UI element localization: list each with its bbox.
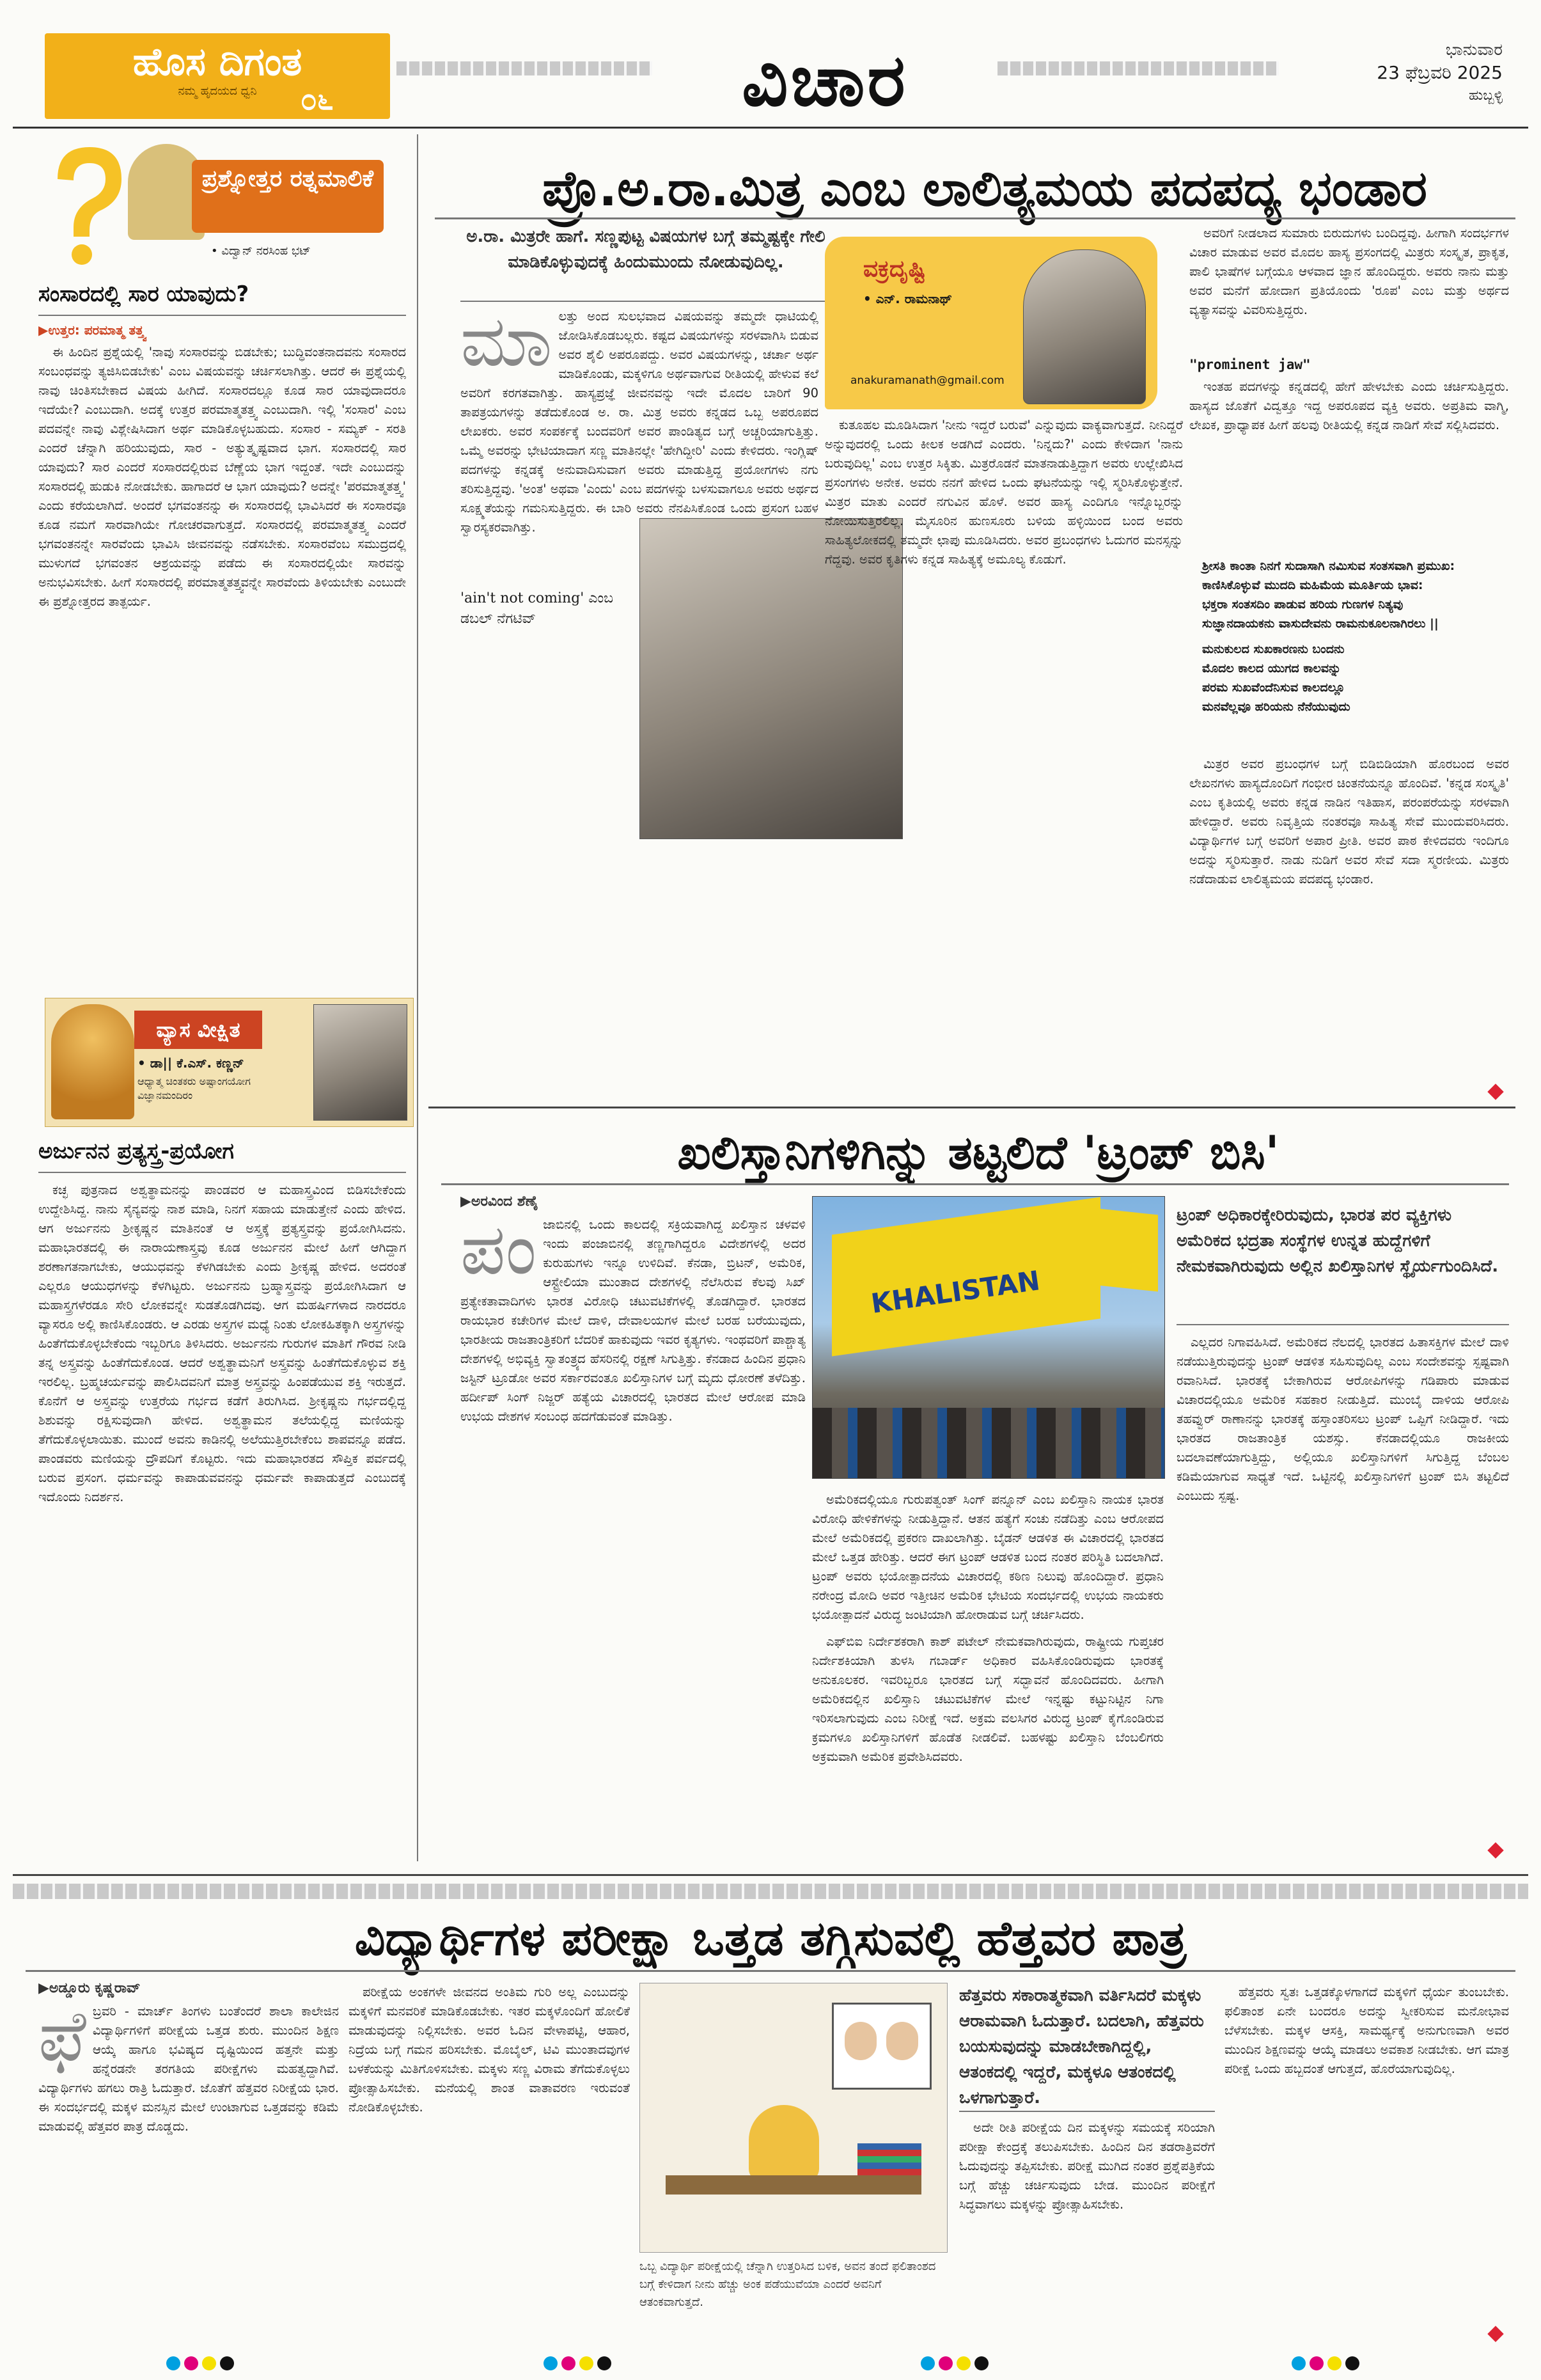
verse-line: ಮೊದಲ ಕಾಲದ ಯುಗದ ಕಾಲವನ್ನು bbox=[1202, 661, 1342, 675]
sage-illustration bbox=[51, 1004, 134, 1119]
exam-col-2 bbox=[348, 1983, 630, 2335]
black-dot-icon bbox=[1345, 2356, 1359, 2370]
column-title: ವಕ್ರದೃಷ್ಟಿ bbox=[863, 256, 926, 282]
parent-face bbox=[886, 2022, 918, 2060]
divider bbox=[38, 1172, 406, 1173]
cyan-dot-icon bbox=[544, 2356, 558, 2370]
qa-author: • ವಿದ್ವಾನ್ ನರಸಿಂಹ ಭಟ್ bbox=[211, 244, 311, 258]
black-dot-icon bbox=[974, 2356, 989, 2370]
khalistan-pull-quote: ಟ್ರಂಪ್ ಅಧಿಕಾರಕ್ಕೇರಿರುವುದು, ಭಾರತ ಪರ ವ್ಯಕ್ತಿಗಳು ಅಮೆರಿಕದ ಭದ್ರತಾ ಸಂಸ್ಥೆಗಳ ಉನ್ನತ ಹುದ್ದೆಗಳಿಗೆ ನೇಮಕವಾಗಿರುವುದು ಅಲ್ಲಿನ ಖಲಿಸ್ತಾನಿಗಳ ಸ್ಥೈರ್ಯಗುಂದಿಸಿದೆ. bbox=[1177, 1206, 1499, 1276]
exam-paragraph: ಪರೀಕ್ಷೆಯ ಅಂಕಗಳೇ ಜೀವನದ ಅಂತಿಮ ಗುರಿ ಅಲ್ಲ ಎಂಬುದನ್ನು ಮಕ್ಕಳಿಗೆ ಮನವರಿಕೆ ಮಾಡಿಕೊಡಬೇಕು. ಇತರ ಮಕ್ಕಳೊಂದಿಗೆ ಹೋಲಿಕೆ ಮಾಡುವುದನ್ನು ನಿಲ್ಲಿಸಬೇಕು. ಅವರ ಓದಿನ ವೇಳಾಪಟ್ಟಿ, ಆಹಾರ, ನಿದ್ರೆಯ ಬಗ್ಗೆ ಗಮನ ಹರಿಸಬೇಕು. ಮೊಬೈಲ್, ಟಿವಿ ಮುಂತಾದವುಗಳ ಬಳಕೆಯನ್ನು ಮಿತಿಗೊಳಿಸಬೇಕು. ಮಕ್ಕಳು ಸಣ್ಣ ವಿರಾಮ ತೆಗೆದುಕೊಳ್ಳಲು ಪ್ರೋತ್ಸಾಹಿಸಬೇಕು. ಮನೆಯಲ್ಲಿ ಶಾಂತ ವಾತಾವರಣ ಇರುವಂತೆ ನೋಡಿಕೊಳ್ಳಬೇಕು. bbox=[348, 1985, 630, 2115]
verse-line: ಕಾಣಿಸಿಕೊಳ್ಳುವೆ ಮುದದಿ ಮಹಿಮೆಯ ಮೂರ್ತಿಯ ಭಾವ: bbox=[1202, 578, 1423, 592]
desk-shape bbox=[666, 2175, 921, 2195]
exam-pull-quote: ಹೆತ್ತವರು ಸಕಾರಾತ್ಮಕವಾಗಿ ವರ್ತಿಸಿದರೆ ಮಕ್ಕಳು ಆರಾಮವಾಗಿ ಓದುತ್ತಾರೆ. ಬದಲಾಗಿ, ಹೆತ್ತವರು ಬಯಸುವುದನ್ನು ಮಾಡಬೇಕಾಗಿದ್ದಲ್ಲಿ, ಆತಂಕದಲ್ಲಿ ಇದ್ದರೆ, ಮಕ್ಕಳೂ ಆತಂಕದಲ್ಲಿ ಒಳಗಾಗುತ್ತಾರೆ. bbox=[959, 1986, 1204, 2108]
dropcap: ಮಾ bbox=[460, 307, 552, 382]
flag-shape bbox=[1056, 1204, 1158, 1292]
books-stack bbox=[857, 2143, 921, 2175]
exam-col-3 bbox=[959, 2118, 1215, 2335]
edition: ಹುಬ್ಬಳ್ಳಿ bbox=[1468, 88, 1503, 104]
question-mark-icon bbox=[38, 141, 134, 269]
yellow-dot-icon bbox=[1327, 2356, 1342, 2370]
qa-question: ಸಂಸಾರದಲ್ಲಿ ಸಾರ ಯಾವುದು? bbox=[38, 281, 249, 307]
khalistan-paragraph: ಎಫ್‌ಬಿಐ ನಿರ್ದೇಶಕರಾಗಿ ಕಾಶ್ ಪಟೇಲ್ ನೇಮಕವಾಗಿರುವುದು, ರಾಷ್ಟ್ರೀಯ ಗುಪ್ತಚರ ನಿರ್ದೇಶಕಿಯಾಗಿ ತುಳಸಿ ಗಬಾರ್ಡ್ ಅಧಿಕಾರ ವಹಿಸಿಕೊಂಡಿರುವುದು ಭಾರತಕ್ಕೆ ಅನುಕೂಲಕರ. ಇವರಿಬ್ಬರೂ ಭಾರತದ ಬಗ್ಗೆ ಸದ್ಭಾವನೆ ಹೊಂದಿದವರು. ಹೀಗಾಗಿ ಅಮೆರಿಕದಲ್ಲಿನ ಖಲಿಸ್ತಾನಿ ಚಟುವಟಿಕೆಗಳ ಮೇಲೆ ಇನ್ನಷ್ಟು ಕಟ್ಟುನಿಟ್ಟಿನ ನಿಗಾ ಇರಿಸಲಾಗುವುದು ಎಂಬ ನಿರೀಕ್ಷೆ ಇದೆ. ಅಕ್ರಮ ವಲಸಿಗರ ವಿರುದ್ಧ ಟ್ರಂಪ್ ಕೈಗೊಂಡಿರುವ ಕ್ರಮಗಳೂ ಖಲಿಸ್ತಾನಿಗಳಿಗೆ ಹೊಡೆತ ನೀಡಲಿವೆ. ಬಹಳಷ್ಟು ಖಲಿಸ್ತಾನಿ ಬೆಂಬಲಿಗರು ಅಕ್ರಮವಾಗಿ ಅಮೆರಿಕ ಪ್ರವೇಶಿಸಿದವರು. bbox=[812, 1634, 1164, 1764]
section-divider bbox=[428, 1107, 1515, 1108]
mitra-paragraph: ಮಿತ್ರರ ಅವರ ಪ್ರಬಂಧಗಳ ಬಗ್ಗೆ ಬಿಡಿಬಿಡಿಯಾಗಿ ಹೊರಬಂದ ಅವರ ಲೇಖನಗಳು ಹಾಸ್ಯದೊಂದಿಗೆ ಗಂಭೀರ ಚಿಂತನೆಯನ್ನೂ ಹೊಂದಿವೆ. 'ಕನ್ನಡ ಸಂಸ್ಕೃತಿ' ಎಂಬ ಕೃತಿಯಲ್ಲಿ ಅವರು ಕನ್ನಡ ನಾಡಿನ ಇತಿಹಾಸ, ಪರಂಪರೆಯನ್ನು ಸರಳವಾಗಿ ಹೇಳಿದ್ದಾರೆ. ಅವರು ನಿವೃತ್ತಿಯ ನಂತರವೂ ಸಾಹಿತ್ಯ ಸೇವೆ ಮುಂದುವರಿಸಿದರು. ವಿದ್ಯಾರ್ಥಿಗಳ ಬಗ್ಗೆ ಅವರಿಗೆ ಅಪಾರ ಪ್ರೀತಿ. ಅವರ ಪಾಠ ಕೇಳಿದವರು ಇಂದಿಗೂ ಅದನ್ನು ಸ್ಮರಿಸುತ್ತಾರೆ. ನಾಡು ನುಡಿಗೆ ಅವರ ಸೇವೆ ಸದಾ ಸ್ಮರಣೀಯ. ಮಿತ್ರರು ನಡೆದಾಡುವ ಲಾಲಿತ್ಯಮಯ ಪದಪದ್ಯ ಭಂಡಾರ. bbox=[1189, 757, 1509, 887]
exam-paragraph: ಬ್ರವರಿ - ಮಾರ್ಚ್ ತಿಂಗಳು ಬಂತೆಂದರೆ ಶಾಲಾ ಕಾಲೇಜಿನ ವಿದ್ಯಾರ್ಥಿಗಳಿಗೆ ಪರೀಕ್ಷೆಯ ಒತ್ತಡ ಶುರು. ಮುಂದಿನ ಶಿಕ್ಷಣ ಆಯ್ಕೆ ಹಾಗೂ ಭವಿಷ್ಯದ ದೃಷ್ಟಿಯಿಂದ ಹತ್ತನೇ ಮತ್ತು ಹನ್ನೆರಡನೇ ತರಗತಿಯ ಪರೀಕ್ಷೆಗಳು ಮಹತ್ವದ್ದಾಗಿವೆ. ವಿದ್ಯಾರ್ಥಿಗಳು ಹಗಲು ರಾತ್ರಿ ಓದುತ್ತಾರೆ. ಜೊತೆಗೆ ಹೆತ್ತವರ ನಿರೀಕ್ಷೆಯ ಭಾರ. ಈ ಸಂದರ್ಭದಲ್ಲಿ ಮಕ್ಕಳ ಮನಸ್ಸಿನ ಮೇಲೆ ಉಂಟಾಗುವ ಒತ್ತಡವನ್ನು ಕಡಿಮೆ ಮಾಡುವಲ್ಲಿ ಹೆತ್ತವರ ಪಾತ್ರ ದೊಡ್ಡದು. bbox=[38, 2004, 339, 2134]
headline-rule bbox=[441, 1183, 1509, 1185]
page-number: ೦೬ bbox=[301, 82, 334, 116]
dropcap: ಪಂ bbox=[460, 1215, 537, 1290]
black-dot-icon bbox=[220, 2356, 234, 2370]
verse-line: ಶ್ರೀಸತಿ ಕಾಂತಾ ನಿನಗೆ ಸುದಾಸಾಗಿ ನಮಿಸುವ ಸಂತಸವಾಗಿ ಪ್ರಮುಖ: bbox=[1202, 559, 1455, 573]
mitra-intro: ಅ.ರಾ. ಮಿತ್ರರೇ ಹಾಗೆ. ಸಣ್ಣಪುಟ್ಟ ವಿಷಯಗಳ ಬಗ್ಗೆ ತಮ್ಮಷ್ಟಕ್ಕೇ ಗೇಲಿ ಮಾಡಿಕೊಳ್ಳುವುದಕ್ಕೆ ಹಿಂದುಮುಂದು ನೋಡುವುದಿಲ್ಲ. bbox=[466, 227, 825, 272]
registration-mark bbox=[1292, 2356, 1368, 2372]
day: ಭಾನುವಾರ bbox=[1445, 40, 1503, 59]
yellow-dot-icon bbox=[202, 2356, 216, 2370]
flag-text: KHALISTAN bbox=[869, 1265, 1042, 1320]
khalistan-paragraph: ಜಾಬಿನಲ್ಲಿ ಒಂದು ಕಾಲದಲ್ಲಿ ಸಕ್ರಿಯವಾಗಿದ್ದ ಖಲಿಸ್ತಾನ ಚಳವಳಿ ಇಂದು ಪಂಜಾಬಿನಲ್ಲಿ ತಣ್ಣಗಾಗಿದ್ದರೂ ವಿದೇಶಗಳಲ್ಲಿ ಅದರ ಕುರುಹುಗಳು ಇನ್ನೂ ಉಳಿದಿವೆ. ಕೆನಡಾ, ಬ್ರಿಟನ್, ಅಮೆರಿಕ, ಆಸ್ಟ್ರೇಲಿಯಾ ಮುಂತಾದ ದೇಶಗಳಲ್ಲಿ ನೆಲೆಸಿರುವ ಕೆಲವು ಸಿಖ್ ಪ್ರತ್ಯೇಕತಾವಾದಿಗಳು ಭಾರತ ವಿರೋಧಿ ಚಟುವಟಿಕೆಗಳಲ್ಲಿ ತೊಡಗಿದ್ದಾರೆ. ಭಾರತದ ರಾಯಭಾರ ಕಚೇರಿಗಳ ಮೇಲೆ ದಾಳಿ, ದೇವಾಲಯಗಳ ಮೇಲೆ ಬರಹ ಬರೆಯುವುದು, ಭಾರತೀಯ ರಾಜತಾಂತ್ರಿಕರಿಗೆ ಬೆದರಿಕೆ ಹಾಕುವುದು ಇವರ ಕೃತ್ಯಗಳು. ಇಂಥವರಿಗೆ ಪಾಶ್ಚಾತ್ಯ ದೇಶಗಳಲ್ಲಿ ಅಭಿವ್ಯಕ್ತಿ ಸ್ವಾತಂತ್ರ್ಯದ ಹೆಸರಿನಲ್ಲಿ ರಕ್ಷಣೆ ಸಿಗುತ್ತಿತ್ತು. ಕೆನಡಾದ ಹಿಂದಿನ ಪ್ರಧಾನಿ ಜಸ್ಟಿನ್ ಟ್ರೂಡೋ ಅವರ ಸರ್ಕಾರವಂತೂ ಖಲಿಸ್ತಾನಿಗಳ ಬಗ್ಗೆ ಮೃದು ಧೋರಣೆ ತಳೆದಿತ್ತು. ಹರ್ದೀಪ್ ಸಿಂಗ್ ನಿಜ್ಜರ್ ಹತ್ಯೆಯ ವಿಚಾರದಲ್ಲಿ ಭಾರತದ ಮೇಲೆ ಆರೋಪ ಮಾಡಿ ಉಭಯ ದೇಶಗಳ ಸಂಬಂಧ ಹದಗೆಡುವಂತೆ ಮಾಡಿತ್ತು. bbox=[460, 1217, 806, 1424]
magenta-dot-icon bbox=[1310, 2356, 1324, 2370]
verse-line: ಮನವೆಲ್ಲವೂ ಹರಿಯನು ನೆನೆಯುವುದು bbox=[1202, 700, 1350, 714]
qa-body bbox=[38, 343, 406, 982]
section-divider bbox=[13, 1874, 1528, 1876]
dropcap: ಫೆ bbox=[38, 2002, 86, 2077]
crowd bbox=[813, 1408, 1164, 1478]
mitra-col-3b bbox=[1189, 377, 1509, 550]
divider bbox=[959, 2111, 1215, 2112]
yellow-dot-icon bbox=[957, 2356, 971, 2370]
registration-mark bbox=[166, 2356, 243, 2372]
mitra-col-2 bbox=[825, 416, 1183, 1081]
exam-col-4 bbox=[1224, 1983, 1509, 2335]
yellow-dot-icon bbox=[579, 2356, 593, 2370]
date: 23 ಫೆಬ್ರವರಿ 2025 bbox=[1377, 62, 1503, 83]
vyasa-paragraph: ಕಚ್ಛ ಪುತ್ರನಾದ ಅಶ್ವತ್ಥಾಮನನ್ನು ಪಾಂಡವರ ಆ ಮಹಾಸ್ತ್ರವಿಂದ ಬಿಡಿಸಬೇಕೆಂದು ಉದ್ದೇಶಿಸಿದ್ದ. ನಾನು ಸೈನ್ಯವನ್ನು ನಾಶ ಮಾಡಿ, ನಿನಗೆ ಸಹಾಯ ಮಾಡುತ್ತೇನೆ ಎಂದು ಹೇಳಿದ. ಆಗ ಅರ್ಜುನನು ಶ್ರೀಕೃಷ್ಣನ ಮಾತಿನಂತೆ ಆ ಅಸ್ತ್ರಕ್ಕೆ ಪ್ರತ್ಯಸ್ತ್ರವನ್ನು ಪ್ರಯೋಗಿಸಿದನು. ಮಹಾಭಾರತದಲ್ಲಿ ಈ ನಾರಾಯಣಾಸ್ತ್ರವು ಕೂಡ ಅರ್ಜುನನ ಮೇಲೆ ಹೀಗೆ ಆಗಿದ್ದಾಗ ಶರಣಾಗತನಾಗಬೇಕು, ಆಯುಧವನ್ನು ಕೆಳಗಿಡಬೇಕು ಎಂದು ಶ್ರೀಕೃಷ್ಣ ಹೇಳಿದ. ಅದರಂತೆ ಎಲ್ಲರೂ ಆಯುಧಗಳನ್ನು ಕೆಳಗಿಟ್ಟರು. ಅರ್ಜುನನು ಬ್ರಹ್ಮಾಸ್ತ್ರವನ್ನು ಪ್ರಯೋಗಿಸಿದಾಗ ಆ ಮಹಾಸ್ತ್ರಗಳೆರಡೂ ಸೇರಿ ಲೋಕವನ್ನೇ ಸುಡತೊಡಗಿದವು. ಆಗ ಮಹರ್ಷಿಗಳಾದ ನಾರದರೂ ವ್ಯಾಸರೂ ಅಲ್ಲಿ ಕಾಣಿಸಿಕೊಂಡರು. ಆ ಎರಡು ಅಸ್ತ್ರಗಳ ಮಧ್ಯೆ ನಿಂತು ಲೋಕಹಿತಕ್ಕಾಗಿ ಅಸ್ತ್ರಗಳನ್ನು ಹಿಂತೆಗೆದುಕೊಳ್ಳಬೇಕೆಂದು ಇಬ್ಬರಿಗೂ ತಿಳಿಸಿದರು. ಅರ್ಜುನನು ಗುರುಗಳ ಮಾತಿಗೆ ಗೌರವ ನೀಡಿ ತನ್ನ ಅಸ್ತ್ರವನ್ನು ಹಿಂತೆಗೆದುಕೊಂಡ. ಆದರೆ ಅಶ್ವತ್ಥಾಮನಿಗೆ ಅಸ್ತ್ರವನ್ನು ಹಿಂತೆಗೆದುಕೊಳ್ಳುವ ಶಕ್ತಿ ಇರಲಿಲ್ಲ. ಬ್ರಹ್ಮಚರ್ಯವನ್ನು ಪಾಲಿಸಿದವನಿಗೆ ಮಾತ್ರ ಅಸ್ತ್ರವನ್ನು ಹಿಂಪಡೆಯುವ ಶಕ್ತಿ ಇರುತ್ತದೆ. ಕೊನೆಗೆ ಆ ಅಸ್ತ್ರವನ್ನು ಉತ್ತರೆಯ ಗರ್ಭದ ಕಡೆಗೆ ತಿರುಗಿಸಿದ. ಶ್ರೀಕೃಷ್ಣನು ಗರ್ಭದಲ್ಲಿದ್ದ ಶಿಶುವನ್ನು ರಕ್ಷಿಸುವುದಾಗಿ ಹೇಳಿದ. ಅಶ್ವತ್ಥಾಮನ ತಲೆಯಲ್ಲಿದ್ದ ಮಣಿಯನ್ನು ತೆಗೆದುಕೊಳ್ಳಲಾಯಿತು. ಮುಂದೆ ಅವನು ಕಾಡಿನಲ್ಲಿ ಅಲೆಯುತ್ತಿರಬೇಕೆಂಬ ಶಾಪವನ್ನೂ ಪಡೆದ. ಪಾಂಡವರು ಮಣಿಯನ್ನು ದ್ರೌಪದಿಗೆ ಕೊಟ್ಟರು. ಇದು ಮಹಾಭಾರತದ ಸೌಪ್ತಿಕ ಪರ್ವದಲ್ಲಿ ಬರುವ ಪ್ರಸಂಗ. ಧರ್ಮವನ್ನು ಕಾಪಾಡುವವನನ್ನು ಧರ್ಮವೇ ಕಾಪಾಡುತ್ತದೆ ಎಂಬುದಕ್ಕೆ ಇದೊಂದು ನಿದರ್ಶನ. bbox=[38, 1183, 406, 1504]
student-figure bbox=[749, 2105, 819, 2182]
headline-khalistan: ಖಲಿಸ್ತಾನಿಗಳಿಗಿನ್ನು ತಟ್ಟಲಿದೆ 'ಟ್ರಂಪ್ ಬಿಸಿ' bbox=[677, 1126, 1279, 1179]
headline-rule bbox=[435, 217, 1515, 219]
columnist-name: • ಎನ್. ರಾಮನಾಥ್ bbox=[863, 291, 952, 306]
cyan-dot-icon bbox=[921, 2356, 935, 2370]
byline: ▶ಅರವಿಂದ ಶೆಣೈ bbox=[460, 1194, 538, 1210]
mitra-col-3c bbox=[1189, 755, 1509, 1075]
byline: ▶ಅಡ್ಡೂರು ಕೃಷ್ಣರಾವ್ bbox=[38, 1980, 141, 1996]
mitra-paragraph: ಲತ್ತು ಅಂದ ಸುಲಭವಾದ ವಿಷಯವನ್ನು ತಮ್ಮದೇ ಧಾಟಿಯಲ್ಲಿ ಜೋಡಿಸಿಕೊಡಬಲ್ಲರು. ಕಷ್ಟದ ವಿಷಯಗಳನ್ನು ಸರಳವಾಗಿಸಿ ಬಿಡುವ ಅವರ ಶೈಲಿ ಅಪರೂಪದ್ದು. ಅವರ ವಿಷಯಗಳನ್ನು, ಚರ್ಚಾ ಅರ್ಥ ಮಾಡಿಕೊಂಡು, ಮಕ್ಕಳಿಗೂ ಅರ್ಥವಾಗುವ ರೀತಿಯಲ್ಲಿ ಹೇಳುವ ಕಲೆ ಅವರಿಗೆ ಕರಗತವಾಗಿತ್ತು. ಹಾಸ್ಯಪ್ರಜ್ಞೆ ಜೀವನವನ್ನು ಇದೇ ಮೊದಲ ಬಾರಿಗೆ 90 ತಾಪತ್ರಯಗಳನ್ನು ತಡೆದುಕೊಂಡ ಅ. ರಾ. ಮಿತ್ರ ಅವರು ಕನ್ನಡದ ಒಬ್ಬ ಅಪರೂಪದ ಲೇಖಕರು. ಅವರ ಸಂಪರ್ಕಕ್ಕೆ ಬಂದವರಿಗೆ ಅವರ ಪಾಂಡಿತ್ಯದ ಬಗ್ಗೆ ಅಚ್ಚರಿಯಾಗುತ್ತಿತ್ತು. ಒಮ್ಮೆ ಅವರನ್ನು ಭೇಟಿಯಾದಾಗ ಸಣ್ಣ ಮಾತಿನಲ್ಲೇ 'ಹೇಗಿದ್ದೀರಿ' ಎಂದು ಕೇಳಿದರು. ಇಂಗ್ಲಿಷ್ ಪದಗಳನ್ನು ಕನ್ನಡಕ್ಕೆ ಅನುವಾದಿಸುವಾಗ ಅವರು ಮಾಡುತ್ತಿದ್ದ ಪ್ರಯೋಗಗಳು ನಗು ತರಿಸುತ್ತಿದ್ದವು. 'ಅಂತ' ಅಥವಾ 'ಎಂದು' ಎಂಬ ಪದಗಳನ್ನು ಬಳಸುವಾಗಲೂ ಅವರು ಅರ್ಥದ ಸೂಕ್ಷ್ಮತೆಯನ್ನು ಗಮನಿಸುತ್ತಿದ್ದರು. ಈ ಬಾರಿ ಅವರು ನೆನಪಿಸಿಕೊಂಡ ಒಂದು ಪ್ರಸಂಗ ಬಹಳ ಸ್ವಾರಸ್ಯಕರವಾಗಿತ್ತು. bbox=[460, 309, 818, 535]
mitra-paragraph: ಇಂತಹ ಪದಗಳನ್ನು ಕನ್ನಡದಲ್ಲಿ ಹೇಗೆ ಹೇಳಬೇಕು ಎಂದು ಚರ್ಚಿಸುತ್ತಿದ್ದರು. ಹಾಸ್ಯದ ಜೊತೆಗೆ ವಿದ್ವತ್ತೂ ಇದ್ದ ಅಪರೂಪದ ವ್ಯಕ್ತಿ ಅವರು. ಅಪ್ರತಿಮ ವಾಗ್ಮಿ, ಲೇಖಕ, ಪ್ರಾಧ್ಯಾಪಕ ಹೀಗೆ ಹಲವು ರೀತಿಯಲ್ಲಿ ಕನ್ನಡ ನಾಡಿಗೆ ಸೇವೆ ಸಲ್ಲಿಸಿದವರು. bbox=[1189, 379, 1509, 432]
headline-mitra: ಪ್ರೊ.ಅ.ರಾ.ಮಿತ್ರ ಎಂಬ ಲಾಲಿತ್ಯಮಯ ಪದಪದ್ಯ ಭಂಡಾರ bbox=[542, 160, 1427, 217]
vyasa-designation: ಆಧ್ಯಾತ್ಮ ಚಿಂತಕರು ಅಷ್ಟಾಂಗಯೋಗ ವಿಜ್ಞಾನಮಂದಿರಂ bbox=[137, 1075, 251, 1101]
khalistan-col-1 bbox=[460, 1215, 806, 1861]
khalistan-protest-photo bbox=[812, 1196, 1165, 1479]
section-band bbox=[13, 1884, 1528, 1899]
khalistan-paragraph: ಅಮೆರಿಕದಲ್ಲಿಯೂ ಗುರುಪತ್ವಂತ್ ಸಿಂಗ್ ಪನ್ನೂನ್ ಎಂಬ ಖಲಿಸ್ತಾನಿ ನಾಯಕ ಭಾರತ ವಿರೋಧಿ ಹೇಳಿಕೆಗಳನ್ನು ನೀಡುತ್ತಿದ್ದಾನೆ. ಆತನ ಹತ್ಯೆಗೆ ಸಂಚು ನಡೆದಿತ್ತು ಎಂಬ ಆರೋಪದ ಮೇಲೆ ಅಮೆರಿಕದಲ್ಲಿ ಪ್ರಕರಣ ದಾಖಲಾಗಿತ್ತು. ಬೈಡನ್ ಆಡಳಿತ ಈ ವಿಚಾರದಲ್ಲಿ ಭಾರತದ ಮೇಲೆ ಒತ್ತಡ ಹೇರಿತ್ತು. ಆದರೆ ಈಗ ಟ್ರಂಪ್ ಆಡಳಿತ ಬಂದ ನಂತರ ಪರಿಸ್ಥಿತಿ ಬದಲಾಗಿದೆ. ಟ್ರಂಪ್ ಅವರು ಭಯೋತ್ಪಾದನೆಯ ವಿಚಾರದಲ್ಲಿ ಕಠಿಣ ನಿಲುವು ಹೊಂದಿದ್ದಾರೆ. ಪ್ರಧಾನಿ ನರೇಂದ್ರ ಮೋದಿ ಅವರ ಇತ್ತೀಚಿನ ಅಮೆರಿಕ ಭೇಟಿಯ ಸಂದರ್ಭದಲ್ಲಿ ಉಭಯ ನಾಯಕರು ಭಯೋತ್ಪಾದನೆ ವಿರುದ್ಧ ಜಂಟಿಯಾಗಿ ಹೋರಾಡುವ ಬಗ್ಗೆ ಚರ್ಚಿಸಿದರು. bbox=[812, 1492, 1164, 1622]
verse-line: ಮನುಕುಲದ ಸುಖಕಾರಣನು ಬಂದನು bbox=[1202, 642, 1345, 656]
newspaper-logo bbox=[45, 33, 390, 119]
magenta-dot-icon bbox=[184, 2356, 198, 2370]
verse-line: ಸುಜ್ಞಾನದಾಯಕನು ವಾಸುದೇವನು ರಾಮನುಕೂಲನಾಗಿರಲು || bbox=[1202, 617, 1439, 631]
verse-line: ಭಕ್ತರಾ ಸಂತಸದಿಂ ಪಾಡುವ ಹರಿಯ ಗುಣಗಳ ನಿತ್ಯವು bbox=[1202, 597, 1404, 611]
headline-rule bbox=[26, 1970, 1515, 1972]
divider bbox=[1177, 1324, 1509, 1325]
magenta-dot-icon bbox=[939, 2356, 953, 2370]
mitra-paragraph: ಕುತೂಹಲ ಮೂಡಿಸಿದಾಗ 'ನೀನು ಇದ್ದರೆ ಬರುವೆ' ಎನ್ನುವುದು ವಾಕ್ಯವಾಗುತ್ತದೆ. ನೀನಿದ್ದರೆ ಅನ್ನುವುದರಲ್ಲಿ ಒಂದು ಕೀಲಕ ಅಡಗಿದೆ ಎಂದರು. 'ನಿನ್ನದು?' ಎಂದು ಕೇಳಿದಾಗ 'ನಾನು ಬರುವುದಿಲ್ಲ' ಎಂಬ ಉತ್ತರ ಸಿಕ್ಕಿತು. ಮಿತ್ರರೊಡನೆ ಮಾತನಾಡುತ್ತಿದ್ದಾಗ ಅವರು ಉಲ್ಲೇಖಿಸಿದ ಪ್ರಸಂಗಗಳು ಅನೇಕ. ಅವರು ನನಗೆ ಹೇಳಿದ ಒಂದು ಘಟನೆಯನ್ನು ಇಲ್ಲಿ ಸ್ಮರಿಸಿಕೊಳ್ಳುತ್ತೇನೆ. ಮಿತ್ರರ ಮಾತು ಎಂದರೆ ನಗುವಿನ ಹೊಳೆ. ಅವರ ಹಾಸ್ಯ ಎಂದಿಗೂ ಇನ್ನೊಬ್ಬರನ್ನು ನೋಯಿಸುತ್ತಿರಲಿಲ್ಲ. ಮೈಸೂರಿನ ಹುಣಸೂರು ಬಳಿಯ ಹಳ್ಳಿಯಿಂದ ಬಂದ ಅವರು ಸಾಹಿತ್ಯಲೋಕದಲ್ಲಿ ತಮ್ಮದೇ ಛಾಪು ಮೂಡಿಸಿದರು. ಅವರ ಪ್ರಬಂಧಗಳು ಓದುಗರ ಮನಸ್ಸನ್ನು ಗೆದ್ದವು. ಅವರ ಕೃತಿಗಳು ಕನ್ನಡ ಸಾಹಿತ್ಯಕ್ಕೆ ಅಮೂಲ್ಯ ಕೊಡುಗೆ. bbox=[825, 418, 1183, 567]
exam-col-1 bbox=[38, 2002, 339, 2335]
english-term: "prominent jaw" bbox=[1189, 357, 1311, 372]
qa-column-badge: ಪ್ರಶ್ನೋತ್ತರ ರತ್ನಮಾಲಿಕೆ bbox=[192, 160, 384, 233]
vyasa-author: • ಡಾ|| ಕೆ.ಎಸ್. ಕಣ್ಣನ್ bbox=[137, 1055, 244, 1071]
vyasa-title: ವ್ಯಾಸ ವೀಕ್ಷಿತ bbox=[134, 1011, 262, 1049]
illustration-caption: ಒಬ್ಬ ವಿದ್ಯಾರ್ಥಿ ಪರೀಕ್ಷೆಯಲ್ಲಿ ಚೆನ್ನಾಗಿ ಉತ್ತರಿಸಿದ ಬಳಿಕ, ಅವನ ತಂದೆ ಫಲಿತಾಂಶದ ಬಗ್ಗೆ ಕೇಳಿದಾಗ ನೀನು ಹೆಚ್ಚು ಅಂಕ ಪಡೆಯುವೆಯಾ ಎಂದರೆ ಅವನಿಗೆ ಆತಂಕವಾಗುತ್ತದೆ. bbox=[639, 2260, 936, 2309]
qa-answer-label: ▶ಉತ್ತರ: ಪರಮಾತ್ಮ ತತ್ತ್ವ bbox=[38, 322, 146, 338]
khalistan-col-2 bbox=[812, 1490, 1164, 1861]
mitra-col-3a bbox=[1189, 224, 1509, 352]
registration-mark bbox=[921, 2356, 997, 2372]
columnist-email: anakuramanath@gmail.com bbox=[850, 374, 1005, 387]
english-phrase: 'ain't not coming' ಎಂಬ ಡಬಲ್ ನೆಗಟಿವ್ bbox=[460, 590, 614, 627]
newspaper-tagline: ನಮ್ಮ ಹೃದಯದ ಧ್ವನಿ bbox=[178, 84, 257, 98]
student-illustration bbox=[639, 1983, 948, 2253]
exam-paragraph: ಅದೇ ರೀತಿ ಪರೀಕ್ಷೆಯ ದಿನ ಮಕ್ಕಳನ್ನು ಸಮಯಕ್ಕೆ ಸರಿಯಾಗಿ ಪರೀಕ್ಷಾ ಕೇಂದ್ರಕ್ಕೆ ತಲುಪಿಸಬೇಕು. ಹಿಂದಿನ ದಿನ ತಡರಾತ್ರಿವರೆಗೆ ಓದುವುದನ್ನು ತಪ್ಪಿಸಬೇಕು. ಪರೀಕ್ಷೆ ಮುಗಿದ ನಂತರ ಪ್ರಶ್ನೆಪತ್ರಿಕೆಯ ಬಗ್ಗೆ ಹೆಚ್ಚು ಚರ್ಚಿಸುವುದು ಬೇಡ. ಮುಂದಿನ ಪರೀಕ್ಷೆಗೆ ಸಿದ್ಧವಾಗಲು ಮಕ್ಕಳನ್ನು ಪ್ರೋತ್ಸಾಹಿಸಬೇಕು. bbox=[959, 2120, 1215, 2212]
mitra-paragraph: ಅವರಿಗೆ ನೀಡಲಾದ ಸುಮಾರು ಬಿರುದುಗಳು ಬಂದಿದ್ದವು. ಹೀಗಾಗಿ ಸಂದರ್ಭಗಳ ವಿಚಾರ ಮಾಡುವ ಅವರ ಮೊದಲ ಹಾಸ್ಯ ಪ್ರಸಂಗದಲ್ಲಿ ಮಿತ್ರರು ಸಂಸ್ಕೃತ, ಪ್ರಾಕೃತ, ಪಾಲಿ ಭಾಷೆಗಳ ಬಗ್ಗೆಯೂ ಆಳವಾದ ಜ್ಞಾನ ಹೊಂದಿದ್ದರು. ಅವರು ನಾನು ಮತ್ತು ಅವರ ಮನೆಗೆ ಹೋದಾಗ ಪ್ರತಿಯೊಂದು 'ರೂಪ' ಎಂಬ ಮತ್ತು ಅರ್ಥದ ವ್ಯತ್ಯಾಸವನ್ನು ವಿವರಿಸುತ್ತಿದ್ದರು. bbox=[1189, 226, 1509, 317]
exam-paragraph: ಹೆತ್ತವರು ಸ್ವತಃ ಒತ್ತಡಕ್ಕೊಳಗಾಗದೆ ಮಕ್ಕಳಿಗೆ ಧೈರ್ಯ ತುಂಬಬೇಕು. ಫಲಿತಾಂಶ ಏನೇ ಬಂದರೂ ಅದನ್ನು ಸ್ವೀಕರಿಸುವ ಮನೋಭಾವ ಬೆಳೆಸಬೇಕು. ಮಕ್ಕಳ ಆಸಕ್ತಿ, ಸಾಮರ್ಥ್ಯಕ್ಕೆ ಅನುಗುಣವಾಗಿ ಅವರ ಮುಂದಿನ ಶಿಕ್ಷಣವನ್ನು ಆಯ್ಕೆ ಮಾಡಲು ಅವಕಾಶ ನೀಡಬೇಕು. ಆಗ ಮಾತ್ರ ಪರೀಕ್ಷೆ ಒಂದು ಹಬ್ಬದಂತೆ ಆಗುತ್ತದೆ, ಹೊರೆಯಾಗುವುದಿಲ್ಲ. bbox=[1224, 1985, 1509, 2076]
cyan-dot-icon bbox=[1292, 2356, 1306, 2370]
khalistan-col-3 bbox=[1177, 1333, 1509, 1861]
black-dot-icon bbox=[597, 2356, 611, 2370]
cyan-dot-icon bbox=[166, 2356, 180, 2370]
vyasa-subtitle: ಅರ್ಜುನನ ಪ್ರತ್ಯಸ್ತ್ರ-ಪ್ರಯೋಗ bbox=[38, 1139, 234, 1164]
end-mark-icon bbox=[1487, 1084, 1503, 1099]
registration-mark bbox=[544, 2356, 620, 2372]
newspaper-name: ಹೊಸ ದಿಗಂತ bbox=[132, 40, 302, 84]
masthead-pattern-right bbox=[997, 61, 1279, 75]
author-photo bbox=[313, 1004, 407, 1121]
masthead-pattern-left bbox=[396, 61, 652, 75]
verse-block bbox=[1202, 556, 1503, 716]
headline-exam: ವಿದ್ಯಾರ್ಥಿಗಳ ಪರೀಕ್ಷಾ ಒತ್ತಡ ತಗ್ಗಿಸುವಲ್ಲಿ ಹೆತ್ತವರ ಪಾತ್ರ bbox=[354, 1911, 1187, 1966]
parent-face bbox=[845, 2022, 877, 2060]
divider bbox=[460, 301, 831, 302]
vyasa-body bbox=[38, 1181, 406, 1859]
magenta-dot-icon bbox=[561, 2356, 575, 2370]
section-title: ವಿಚಾರ bbox=[742, 38, 908, 122]
columnist-photo bbox=[1023, 249, 1146, 404]
column-divider bbox=[417, 134, 418, 1861]
dateline bbox=[1298, 38, 1503, 107]
khalistan-paragraph: ಎಲ್ಲದರ ನಿಗಾವಹಿಸಿದೆ. ಅಮೆರಿಕದ ನೆಲದಲ್ಲಿ ಭಾರತದ ಹಿತಾಸಕ್ತಿಗಳ ಮೇಲೆ ದಾಳಿ ನಡೆಯುತ್ತಿರುವುದನ್ನು ಟ್ರಂಪ್ ಆಡಳಿತ ಸಹಿಸುವುದಿಲ್ಲ ಎಂಬ ಸಂದೇಶವನ್ನು ಸ್ಪಷ್ಟವಾಗಿ ರವಾನಿಸಿದೆ. ಭಾರತಕ್ಕೆ ಬೇಕಾಗಿರುವ ಆರೋಪಿಗಳನ್ನು ಗಡಿಪಾರು ಮಾಡುವ ವಿಚಾರದಲ್ಲಿಯೂ ಅಮೆರಿಕ ಸಹಕಾರ ನೀಡುತ್ತಿದೆ. ಮುಂಬೈ ದಾಳಿಯ ಆರೋಪಿ ತಹವ್ವುರ್ ರಾಣಾನನ್ನು ಭಾರತಕ್ಕೆ ಹಸ್ತಾಂತರಿಸಲು ಟ್ರಂಪ್ ಒಪ್ಪಿಗೆ ನೀಡಿದ್ದಾರೆ. ಇದು ಭಾರತದ ರಾಜತಾಂತ್ರಿಕ ಯಶಸ್ಸು. ಕೆನಡಾದಲ್ಲಿಯೂ ರಾಜಕೀಯ ಬದಲಾವಣೆಯಾಗುತ್ತಿದ್ದು, ಅಲ್ಲಿಯೂ ಖಲಿಸ್ತಾನಿಗಳಿಗೆ ಸಿಗುತ್ತಿದ್ದ ಬೆಂಬಲ ಕಡಿಮೆಯಾಗುವ ಸಾಧ್ಯತೆ ಇದೆ. ಒಟ್ಟಿನಲ್ಲಿ ಖಲಿಸ್ತಾನಿಗಳಿಗೆ ಟ್ರಂಪ್ ಬಿಸಿ ತಟ್ಟಲಿದೆ ಎಂಬುದು ಸ್ಪಷ್ಟ. bbox=[1177, 1335, 1509, 1503]
divider bbox=[38, 315, 406, 316]
qa-paragraph: ಈ ಹಿಂದಿನ ಪ್ರಶ್ನೆಯಲ್ಲಿ 'ನಾವು ಸಂಸಾರವನ್ನು ಬಿಡಬೇಕು; ಬುದ್ಧಿವಂತನಾದವನು ಸಂಸಾರದ ಸಂಬಂಧವನ್ನು ತ್ಯಜಿಸಿಬಿಡಬೇಕು' ಎಂಬ ವಿಷಯವನ್ನು ಚರ್ಚಿಸಲಾಗಿತ್ತು. ಆದರೆ ಈ ಪ್ರಶ್ನೆಯಲ್ಲಿ ನಾವು ಚಿಂತಿಸಬೇಕಾದ ವಿಷಯ ಹೀಗಿದೆ. ಸಂಸಾರದಲ್ಲೂ ಕೂಡ ಸಾರ ಯಾವುದಾದರೂ ಇದೆಯೇ? ಎಂಬುದಾಗಿ. ಅದಕ್ಕೆ ಉತ್ತರ ಪರಮಾತ್ಮತತ್ತ್ವ ಎಂಬುದಾಗಿ. ಇಲ್ಲಿ 'ಸಂಸಾರ' ಎಂಬ ಪದವನ್ನೇ ನಾವು ವಿಶ್ಲೇಷಿಸಿದಾಗ ಅರ್ಥ ಮಾಡಿಕೊಳ್ಳಬಹುದು. ಸಂಸಾರ - ಸಮ್ಯಕ್ - ಸರತಿ ಎಂದರೆ ಚೆನ್ನಾಗಿ ಹರಿಯುವುದು, ಸಾರ - ಅತ್ಯುತ್ಕೃಷ್ಟವಾದ ಭಾಗ. ಸಂಸಾರದಲ್ಲಿ ಸಾರ ಯಾವುದು? ಸಾರ ಎಂದರೆ ಸಂಸಾರದಲ್ಲಿರುವ ಬೆಣ್ಣೆಯ ಭಾಗ ಇದ್ದಂತೆ. ಇದೇ ಎಂಬುದನ್ನು ಸಂಸಾರದಲ್ಲಿ ಹುಡುಕಿ ನೋಡಬೇಕು. ಹಾಗಾದರೆ ಆ ಭಾಗ ಯಾವುದು? ಅದನ್ನೇ 'ಪರಮಾತ್ಮತತ್ತ್ವ' ಎಂದು ಕರೆಯಲಾಗಿದೆ. ಅಂದರೆ ಭಗವಂತನನ್ನು ಈ ಸಂಸಾರದಲ್ಲಿ ಭಾವಿಸಿದರೆ ಈ ಸಂಸಾರವೂ ಕೂಡ ನಮಗೆ ಸಾರವಾಗಿಯೇ ಗೋಚರವಾಗುತ್ತದೆ. ಸಂಸಾರದಲ್ಲಿ ಪರಮಾತ್ಮತತ್ತ್ವ ಎಂದರೆ ಭಗವಂತನನ್ನೇ ಸಾರವೆಂದು ಭಾವಿಸಿ ಜೀವನವನ್ನು ನಡೆಸಬೇಕು. ಸಂಸಾರವೆಂಬ ಸಮುದ್ರದಲ್ಲಿ ಮುಳುಗದೆ ಭಗವಂತನ ಆಶ್ರಯವನ್ನು ಪಡೆದು ಈ ಸಂಸಾರದಲ್ಲಿಯೇ ಸಾರವನ್ನು ಅನುಭವಿಸಬೇಕು. ಹೀಗೆ ಸಂಸಾರದಲ್ಲಿ ಪರಮಾತ್ಮತತ್ತ್ವವನ್ನೇ ಸಾರವೆಂದು ತಿಳಿಯಬೇಕು ಎಂಬುದೇ ಈ ಪ್ರಶ್ನೋತ್ತರದ ತಾತ್ಪರ್ಯ. bbox=[38, 345, 406, 609]
verse-line: ಪರಮ ಸುಖವೆಂದೆನಿಸುವ ಕಾಲದಲ್ಲೂ bbox=[1202, 681, 1345, 695]
